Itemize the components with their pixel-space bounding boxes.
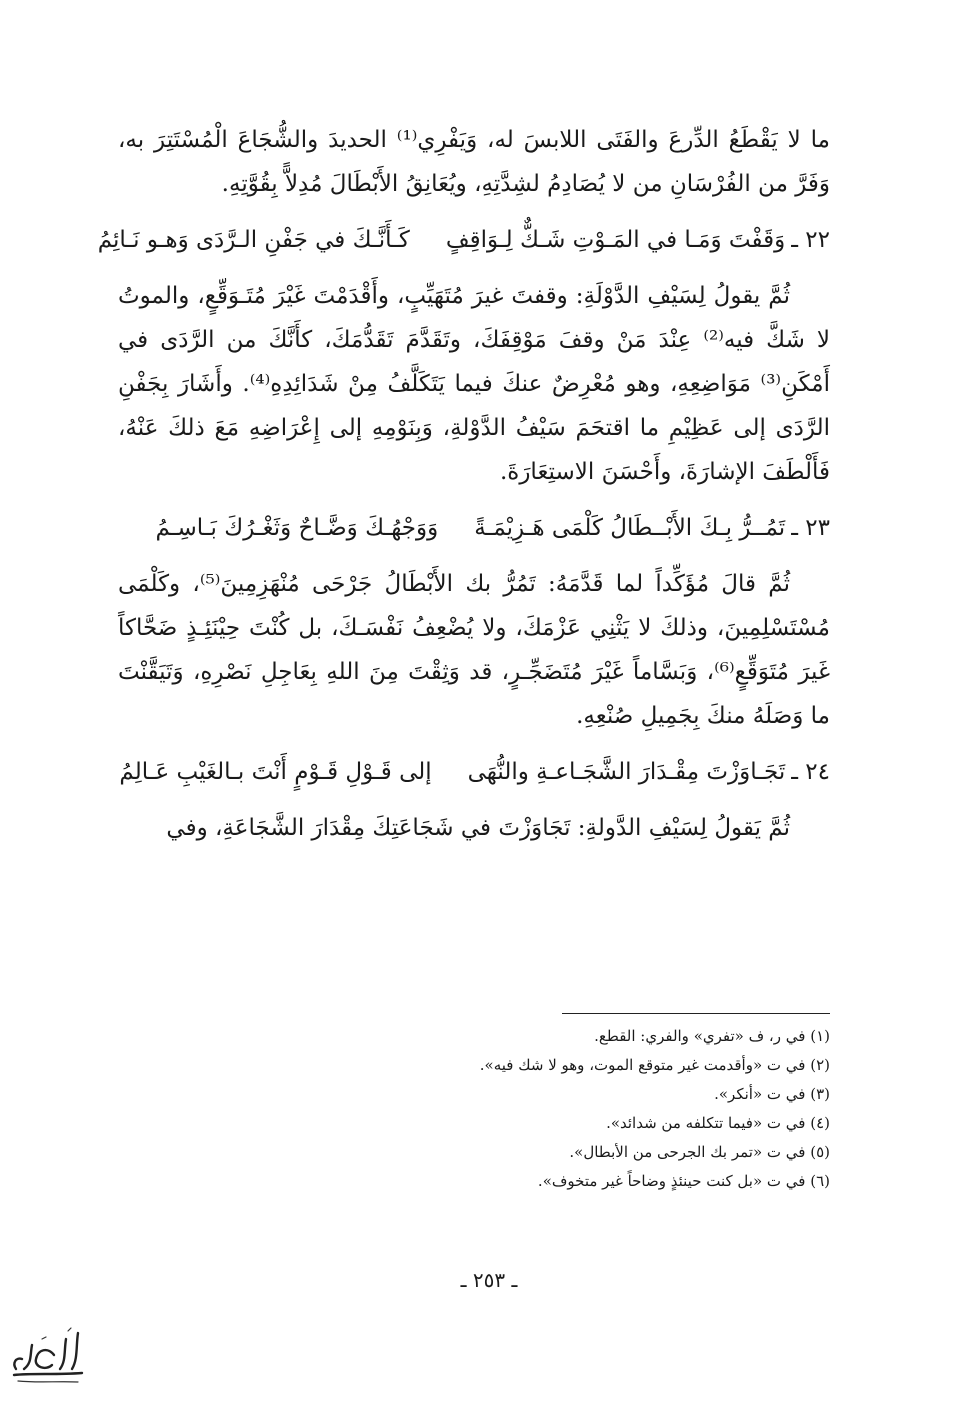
main-text bbox=[97, 118, 830, 850]
page-number: ـ ٢٥٣ ـ bbox=[460, 1268, 518, 1292]
verse-second-hemistich: كَـأَنَّـكَ في جَفْنِ الـرَّدَى وَهـو نَـائِمُ bbox=[97, 227, 410, 253]
verse-first-hemistich: وَقَفْتَ وَمَـا في المَـوْتِ شَـكٌّ لِـوَاقِفٍ bbox=[445, 227, 786, 253]
verse-23 bbox=[118, 506, 830, 550]
paragraph-2: ثُمَّ يقولُ لِسَيْفِ الدَّوْلَةِ: وقفتَ غيرَ مُتَهَيِّبٍ، وأَقْدَمْتَ غَيْرَ مُتَـوَقِّعٍ، والموتُ لا شَكَّ فيه⁽²⁾ عِنْدَ مَنْ وقفَ مَوْقِفَكَ، وتَقَدَّمَ تَقَدُّمَكَ، كأَنَّكَ من الرَّدَى في أَمْكَنِ⁽³⁾ مَوَاضِعِهِ، وهو مُعْرِضٌ عنكَ فيما يَتَكَلَّفُ مِنْ شَدَائِدِهِ⁽⁴⁾. وأَشَارَ بِجَفْنِ الرَّدَى إلى عَظِيْمِ ما اقتحَمَ سَيْفُ الدَّوْلةِ، وَبِنَوْمِهِ إلى إِعْرَاضِهِ مَعَ ذلكَ عَنْهُ، فَأَلْطَفَ الإشارَةَ، وأَحْسَنَ الاستِعَارَةَ. bbox=[118, 283, 830, 485]
footnote-2: (٢) في ت «وأقدمت غير متوقع الموت، وهو لا شك فيه». bbox=[479, 1056, 830, 1074]
verse-second-hemistich: إلى قَـوْلِ قَـوْمٍ أَنْتَ بـالغَيْبِ عَـالِمُ bbox=[119, 759, 432, 785]
verse-first-hemistich: تَجَـاوَزْتَ مِقْـدَارَ الشَّجَـاعـةِ والنُّهَى bbox=[467, 759, 786, 785]
footnote-divider bbox=[562, 1013, 830, 1014]
verse-22 bbox=[97, 218, 830, 262]
footnote-1: (١) في ر، ف «تفري» والفري: القطع. bbox=[594, 1027, 830, 1045]
footnote-4: (٤) في ت «فيما تتكلفه من شدائد». bbox=[606, 1114, 830, 1132]
verse-number: ٢٤ ـ bbox=[791, 759, 830, 785]
footnote-3: (٣) في ت «أنكر». bbox=[714, 1085, 830, 1103]
footnotes bbox=[300, 1022, 830, 1196]
paragraph-3: ثُمَّ قالَ مُؤَكِّداً لما قَدَّمَهُ: تَمُرُّ بك الأَبْطَالُ جَرْحَى مُنْهَزِمِينَ⁽⁵⁾، وكَلْمَى مُسْتَسْلِمِينَ، وذلكَ لا يَثْنِي عَزْمَكَ، ولا يُضْعِفُ نَفْسَـكَ، بل كُنْتَ حِيْنَئِـذٍ ضَحَّاكاً غَيرَ مُتَوَقِّعٍ⁽⁶⁾، وَبَسَّاماً غَيْرَ مُتَضَجِّـرٍ، قد وَثِقْتَ مِنَ اللهِ بِعَاجِلِ نَصْرِهِ، وَتَيَقَّنْتَ ما وَصَلَهُ منكَ بِجَمِيلِ صُنْعِهِ. bbox=[118, 571, 830, 729]
verse-number: ٢٣ ـ bbox=[791, 515, 830, 541]
verse-24 bbox=[118, 750, 830, 794]
verse-number: ٢٢ ـ bbox=[791, 227, 830, 253]
verse-second-hemistich: وَوَجْهُـكَ وَضَّـاحٌ وَثَغْـرُكَ بَـاسِـمُ bbox=[155, 515, 439, 541]
library-stamp-logo bbox=[8, 1325, 88, 1387]
verse-first-hemistich: تَمُــرُّ بِـكَ الأَبْــطَالُ كَلْمَى هَـزِيْمَـةً bbox=[474, 515, 786, 541]
paragraph-1: ما لا يَقْطَعُ الدِّرعَ والفَتَى اللابسَ له، وَيَفْرِي⁽¹⁾ الحديدَ والشُّجَاعَ الْمُسْتَتِرَ به، وَفَرَّ من الفُرْسَانِ من لا يُصَادِمُ لشِدَّتِهِ، ويُعَانِقُ الأَبْطَالَ مُدِلاًّ بِقُوَّتِهِ. bbox=[118, 127, 830, 197]
footnote-5: (٥) في ت «تمر بك الجرحى من الأبطال». bbox=[569, 1143, 830, 1161]
footnote-6: (٦) في ت «بل كنت حينئذٍ وضاحاً غير متخوف». bbox=[537, 1172, 830, 1190]
paragraph-4: ثُمَّ يَقولُ لِسَيْفِ الدَّولةِ: تَجَاوَزْتَ في شَجَاعَتِكَ مِقْدَارَ الشَّجَاعَةِ، وفي bbox=[166, 815, 790, 841]
